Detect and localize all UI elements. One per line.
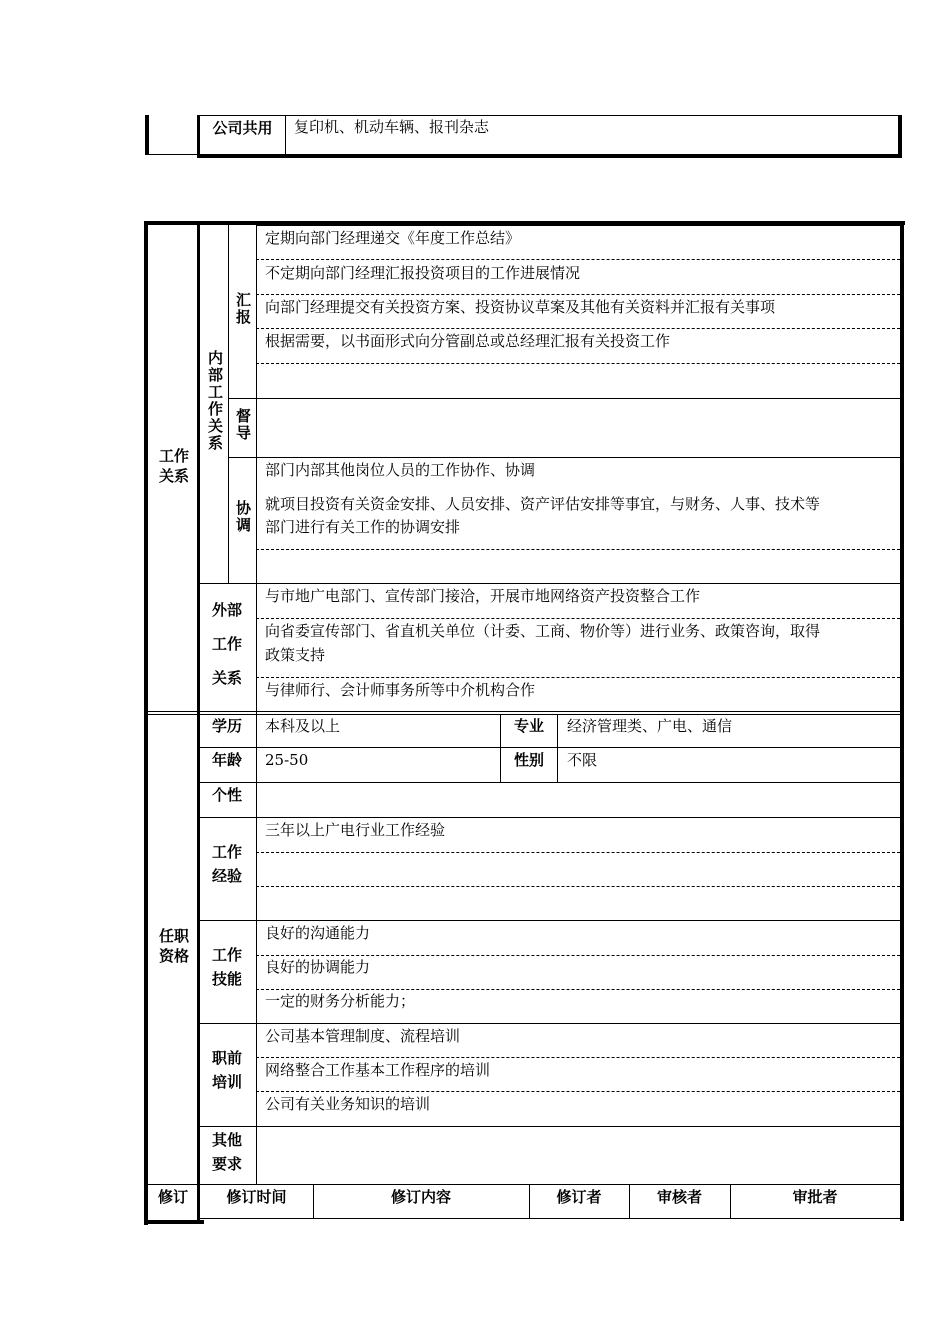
main-table-left-border	[144, 221, 148, 1225]
internal-relations-label: 内部工作关系	[206, 350, 224, 452]
main-table-right-border	[900, 221, 904, 1221]
gender-value: 不限	[567, 751, 598, 769]
report-label: 汇报	[234, 292, 252, 326]
report-item-3: 向部门经理提交有关投资方案、投资协议草案及其他有关资料并汇报有关事项	[265, 298, 776, 316]
relations-label: 工作关系	[158, 447, 189, 485]
top-table-left-border	[145, 115, 149, 155]
top-table-label: 公司共用	[212, 119, 273, 137]
training-label-1: 职前	[211, 1049, 242, 1067]
qualifications-label: 任职资格	[158, 927, 189, 965]
revision-col-reviser: 修订者	[556, 1188, 602, 1206]
revision-col-time: 修订时间	[226, 1188, 287, 1206]
skills-item-1: 良好的沟通能力	[265, 924, 371, 942]
coordinate-item-1: 部门内部其他岗位人员的工作协作、协调	[265, 461, 536, 479]
report-item-4: 根据需要，以书面形式向分管副总或总经理汇报有关投资工作	[265, 332, 671, 350]
personality-label: 个性	[211, 786, 242, 804]
age-label: 年龄	[211, 751, 242, 769]
external-item-1: 与市地广电部门、宣传部门接洽，开展市地网络资产投资整合工作	[265, 587, 701, 605]
top-table-value: 复印机、机动车辆、报刊杂志	[294, 118, 490, 136]
external-label-2: 工作	[211, 635, 242, 653]
report-item-2: 不定期向部门经理汇报投资项目的工作进展情况	[265, 264, 581, 282]
experience-label-1: 工作	[211, 843, 242, 861]
main-table-bottom-border-left	[144, 1220, 204, 1224]
external-label-3: 关系	[211, 669, 242, 687]
external-item-3: 政策支持	[265, 646, 326, 664]
education-label: 学历	[211, 717, 242, 735]
revision-col-reviewer: 审核者	[656, 1188, 702, 1206]
top-table-right-border	[898, 115, 902, 158]
coordinate-label: 协调	[234, 500, 252, 534]
top-table-bottom-border	[197, 154, 902, 158]
other-label-2: 要求	[211, 1155, 242, 1173]
revision-col-approver: 审批者	[792, 1188, 838, 1206]
skills-item-2: 良好的协调能力	[265, 958, 371, 976]
coordinate-item-2: 就项目投资有关资金安排、人员安排、资产评估安排等事宜，与财务、人事、技术等	[265, 495, 821, 513]
training-item-1: 公司基本管理制度、流程培训	[265, 1027, 461, 1045]
other-label-1: 其他	[211, 1131, 242, 1149]
revision-label: 修订	[157, 1188, 188, 1206]
age-value: 25-50	[265, 751, 309, 769]
training-item-3: 公司有关业务知识的培训	[265, 1095, 431, 1113]
coordinate-item-3: 部门进行有关工作的协调安排	[265, 518, 461, 536]
skills-item-3: 一定的财务分析能力；	[265, 992, 416, 1010]
education-value: 本科及以上	[265, 717, 341, 735]
skills-label-2: 技能	[211, 970, 242, 988]
major-value: 经济管理类、广电、通信	[567, 717, 733, 735]
gender-label: 性别	[513, 751, 544, 769]
skills-label-1: 工作	[211, 946, 242, 964]
training-label-2: 培训	[211, 1073, 242, 1091]
external-item-4: 与律师行、会计师事务所等中介机构合作	[265, 681, 536, 699]
external-item-2: 向省委宣传部门、省直机关单位（计委、工商、物价等）进行业务、政策咨询，取得	[265, 622, 821, 640]
supervise-label: 督导	[234, 408, 252, 442]
report-item-1: 定期向部门经理递交《年度工作总结》	[265, 229, 521, 247]
experience-item-1: 三年以上广电行业工作经验	[265, 821, 446, 839]
revision-col-content: 修订内容	[390, 1188, 451, 1206]
major-label: 专业	[513, 717, 544, 735]
training-item-2: 网络整合工作基本工作程序的培训	[265, 1061, 491, 1079]
experience-label-2: 经验	[211, 867, 242, 885]
external-label-1: 外部	[211, 601, 242, 619]
